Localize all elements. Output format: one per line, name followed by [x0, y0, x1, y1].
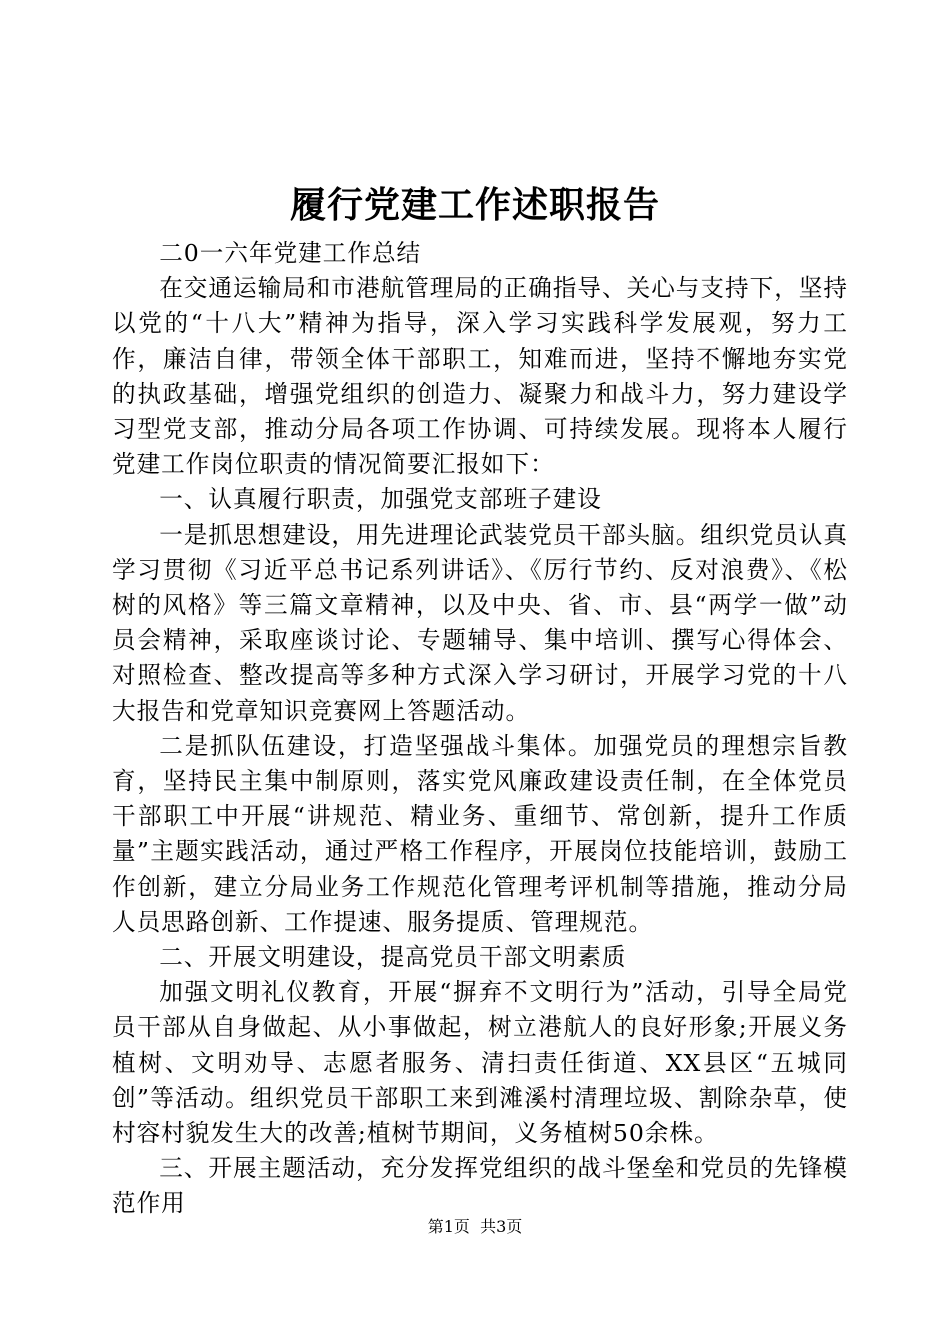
- intro-paragraph: 在交通运输局和市港航管理局的正确指导、关心与支持下，坚持以党的“十八大”精神为指导，深入学习实践科学发展观，努力工作，廉洁自律，带领全体干部职工，知难而进，坚持不懈地夯实党的执政基础，增强党组织的创造力、凝聚力和战斗力，努力建设学习型党支部，推动分局各项工作协调、可持续发展。现将本人履行党建工作岗位职责的情况简要汇报如下：: [112, 274, 848, 479]
- page-number: 第1页: [427, 1217, 470, 1236]
- paragraph-ideology: 一是抓思想建设，用先进理论武装党员干部头脑。组织党员认真学习贯彻《习近平总书记系列讲话》、《厉行节约、反对浪费》、《松树的风格》等三篇文章精神，以及中央、省、市、县“两学一做”动员会精神，采取座谈讨论、专题辅导、集中培训、撰写心得体会、对照检查、整改提高等多种方式深入学习研讨，开展学习党的十八大报告和党章知识竞赛网上答题活动。: [112, 520, 848, 725]
- page-total: 共3页: [480, 1217, 523, 1236]
- paragraph-civility: 加强文明礼仪教育，开展“摒弃不文明行为”活动，引导全局党员干部从自身做起、从小事做起，树立港航人的良好形象;开展义务植树、文明劝导、志愿者服务、清扫责任街道、XX县区“五城同创”等活动。组织党员干部职工来到滩溪村清理垃圾、割除杂草，使村容村貌发生大的改善;植树节期间，义务植树50余株。: [112, 978, 848, 1148]
- section-heading-1: 一、认真履行职责，加强党支部班子建设: [159, 485, 602, 514]
- section-heading-2: 二、开展文明建设，提高党员干部文明素质: [159, 943, 627, 972]
- page-footer: [0, 1216, 950, 1238]
- document-body: [112, 236, 848, 1222]
- paragraph-team: 二是抓队伍建设，打造坚强战斗集体。加强党员的理想宗旨教育，坚持民主集中制原则，落实党风廉政建设责任制，在全体党员干部职工中开展“讲规范、精业务、重细节、常创新，提升工作质量”主题实践活动，通过严格工作程序，开展岗位技能培训，鼓励工作创新，建立分局业务工作规范化管理考评机制等措施，推动分局人员思路创新、工作提速、服务提质、管理规范。: [112, 731, 848, 936]
- section-subtitle: 二0一六年党建工作总结: [159, 239, 422, 267]
- section-heading-3: 三、开展主题活动，充分发挥党组织的战斗堡垒和党员的先锋模范作用: [112, 1154, 848, 1218]
- document-title: 履行党建工作述职报告: [289, 184, 660, 226]
